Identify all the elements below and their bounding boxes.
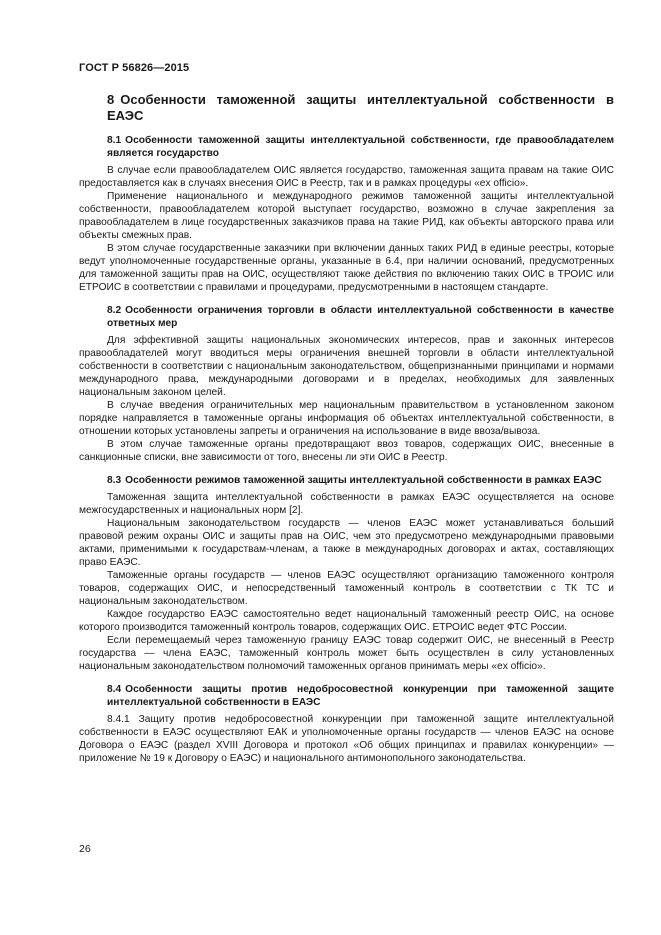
paragraph: В случае введения ограничительных мер национальным правительством в установленном законом порядке направляется в таможенные органы информация об объектах интеллектуальной собственности, в отношении которых установлены запреты и ограничения на использование в виде ввоза/вывоза.: [79, 400, 614, 437]
subsection-title: Особенности таможенной защиты интеллектуальной собственности, где правообладателем является государство: [107, 135, 614, 159]
paragraph: Для эффективной защиты национальных экономических интересов, прав и законных интересов правообладателей могут вводиться меры ограничения внешней торговли в области интеллектуальной собственности в соответствии с национальным законодательством, общепризнанными принципами и нормами международного права, международными договорами и в пределах, необходимых для заявленных национальным законом целей.: [79, 335, 614, 398]
paragraph: В случае если правообладателем ОИС является государство, таможенная защита правам на такие ОИС предоставляется как в случаях внесения ОИС в Реестр, так и в рамках процедуры «ex officio».: [79, 165, 614, 189]
section-title: Особенности таможенной защиты интеллектуальной собственности в ЕАЭС: [107, 92, 614, 123]
paragraph: Таможенная защита интеллектуальной собственности в рамках ЕАЭС осуществляется на основе межгосударственных и национальных норм [2].: [79, 492, 614, 516]
subsection-heading: [107, 683, 614, 709]
subsection-number: 8.3: [107, 475, 122, 486]
subsection-8-4: [79, 683, 614, 765]
paragraph: В этом случае государственные заказчики при включении данных таких РИД в единые реестры, которые ведут уполномоченные государственные органы, указанные в 6.4, при наличии оснований, предусмотренных для таможенной защиты прав на ОИС, осуществляют также действия по включению таких ОИС в ТРОИС или ЕТРОИС в соответствии с правилами и процедурами, предусмотренными в настоящем стандарте.: [79, 243, 614, 293]
subsection-heading: [107, 474, 614, 487]
subsection-title: Особенности защиты против недобросовестной конкуренции при таможенной защите интеллектуальной собственности в ЕАЭС: [107, 684, 614, 708]
paragraph: Национальным законодательством государств — членов ЕАЭС может устанавливаться больший правовой режим охраны ОИС и защиты прав на ОИС, чем это предусмотрено международными правовыми актами, применимыми к государствам-членам, а также в международных договорах и актах, составляющих право ЕАЭС.: [79, 518, 614, 568]
paragraph: В этом случае таможенные органы предотвращают ввоз товаров, содержащих ОИС, внесенные в санкционные списки, вне зависимости от того, внесены ли эти ОИС в Реестр.: [79, 439, 614, 463]
paragraph: Применение национального и международного режимов таможенной защиты интеллектуальной собственности, правообладателем которой выступает государство, возможно в случае закрепления за правообладателем в лице государственных заказчиков права на такие РИД, как объекты авторского права или объекты смежных прав.: [79, 191, 614, 241]
page-number: 26: [79, 843, 91, 855]
paragraph: Таможенные органы государств — членов ЕАЭС осуществляют организацию таможенного контроля товаров, содержащих ОИС, и непосредственный таможенный контроль в соответствии с ТК ТС и национальным законодательством.: [79, 570, 614, 607]
paragraph: Если перемещаемый через таможенную границу ЕАЭС товар содержит ОИС, не внесенный в Реестр государства — члена ЕАЭС, таможенный контроль может быть осуществлен в силу установленных национальным законодательством полномочий таможенных органов принимать меры «ex officio».: [79, 635, 614, 672]
paragraph: Каждое государство ЕАЭС самостоятельно ведет национальный таможенный реестр ОИС, на основе которого производится таможенный контроль товаров, содержащих ОИС. ЕТРОИС ведет ФТС России.: [79, 609, 614, 633]
subsection-8-2: [79, 304, 614, 464]
subsection-heading: [107, 304, 614, 330]
subsection-8-3: [79, 474, 614, 673]
subsection-title: Особенности режимов таможенной защиты интеллектуальной собственности в рамках ЕАЭС: [125, 475, 602, 486]
subsection-number: 8.1: [107, 135, 122, 146]
subsection-title: Особенности ограничения торговли в области интеллектуальной собственности в качестве ответных мер: [107, 305, 614, 329]
subsection-heading: [107, 134, 614, 160]
paragraph: 8.4.1 Защиту против недобросовестной конкуренции при таможенной защите интеллектуальной собственности в ЕАЭС осуществляют ЕАК и уполномоченные органы государств — членов ЕАЭС на основе Договора о ЕАЭС (раздел XVIII Договора и протокол «Об общих принципах и правилах конкуренции» — приложение № 19 к Договору о ЕАЭС) и национального антимонопольного законодательства.: [79, 714, 614, 764]
subsection-8-1: [79, 134, 614, 294]
subsection-number: 8.4: [107, 684, 122, 695]
section-heading: [107, 92, 614, 124]
main-content: [79, 92, 614, 775]
subsection-number: 8.2: [107, 305, 122, 316]
standard-header: ГОСТ Р 56826—2015: [79, 62, 190, 74]
section-number: 8: [107, 92, 115, 107]
